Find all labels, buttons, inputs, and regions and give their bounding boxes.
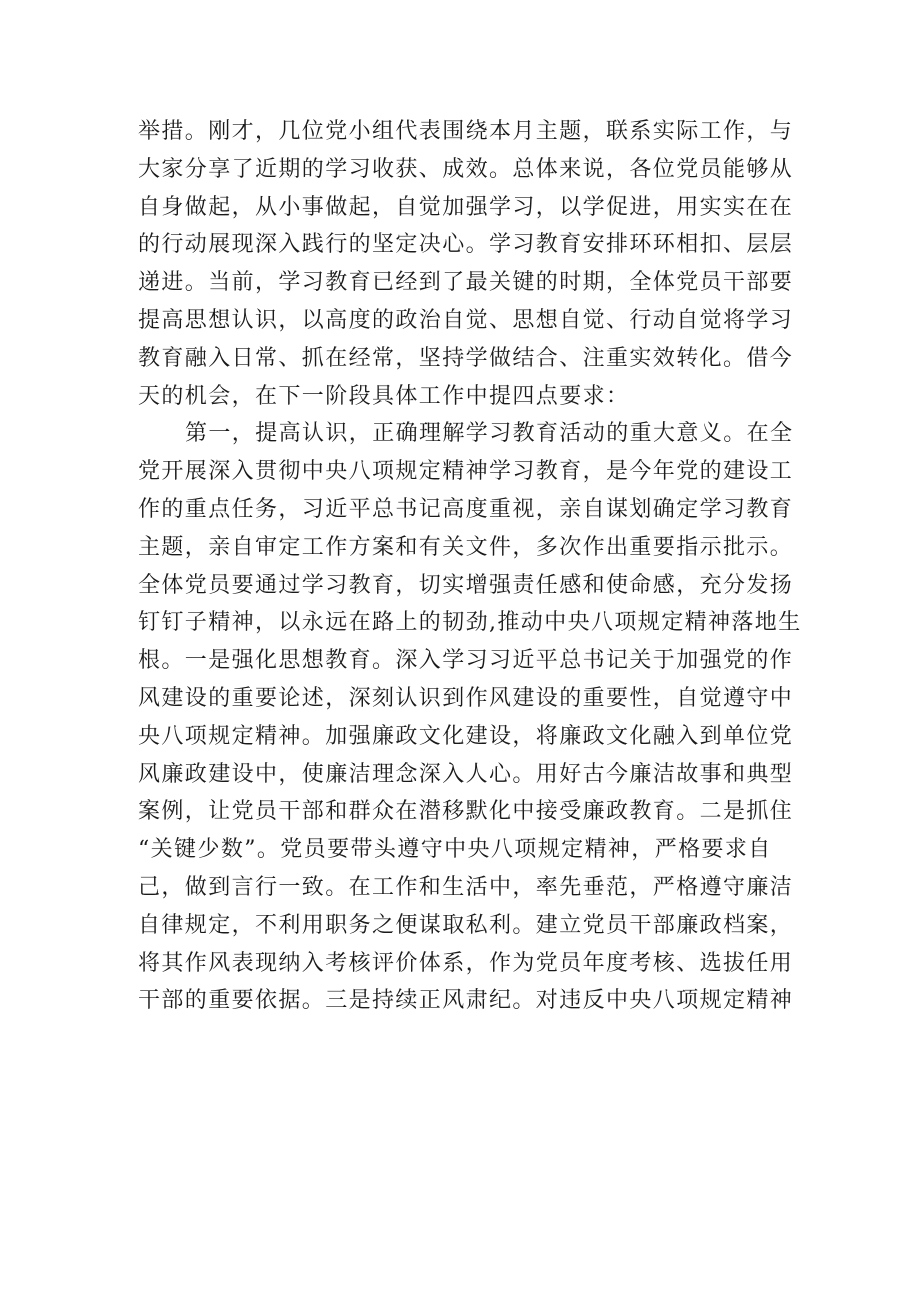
document-body <box>138 113 802 1020</box>
text-line: 的行动展现深入践行的坚定决心。学习教育安排环环相扣、层层 <box>138 232 794 258</box>
text-line: 钉钉子精神，以永远在路上的韧劲,推动中央八项规定精神落地生 <box>138 610 802 636</box>
text-line: 天的机会，在下一阶段具体工作中提四点要求： <box>138 383 630 409</box>
text-line: 己，做到言行一致。在工作和生活中，率先垂范，严格遵守廉洁 <box>138 874 794 900</box>
text-line: 风建设的重要论述，深刻认识到作风建设的重要性，自觉遵守中 <box>138 685 794 711</box>
text-line: 根。一是强化思想教育。深入学习习近平总书记关于加强党的作 <box>138 648 794 674</box>
text-line: 作的重点任务，习近平总书记高度重视，亲自谋划确定学习教育 <box>138 496 794 522</box>
text-line: 案例，让党员干部和群众在潜移默化中接受廉政教育。二是抓住 <box>138 799 794 825</box>
text-line: 党开展深入贯彻中央八项规定精神学习教育，是今年党的建设工 <box>138 459 794 485</box>
text-line: 风廉政建设中，使廉洁理念深入人心。用好古今廉洁故事和典型 <box>138 761 794 787</box>
text-line: 主题，亲自审定工作方案和有关文件，多次作出重要指示批示。 <box>138 534 794 560</box>
text-line: 自身做起，从小事做起，自觉加强学习，以学促进，用实实在在 <box>138 194 794 220</box>
text-line: 提高思想认识，以高度的政治自觉、思想自觉、行动自觉将学习 <box>138 307 794 333</box>
paragraph-first-line: 第一，提高认识，正确理解学习教育活动的重大意义。在全 <box>185 421 794 447</box>
text-line: 举措。刚才，几位党小组代表围绕本月主题，联系实际工作，与 <box>138 119 794 144</box>
text-line: 将其作风表现纳入考核评价体系，作为党员年度考核、选拔任用 <box>138 950 794 976</box>
text-line: 干部的重要依据。三是持续正风肃纪。对违反中央八项规定精神 <box>138 988 794 1014</box>
text-line: 递进。当前，学习教育已经到了最关键的时期，全体党员干部要 <box>138 270 794 296</box>
text-line: 自律规定，不利用职务之便谋取私利。建立党员干部廉政档案， <box>138 912 794 938</box>
text-line: 全体党员要通过学习教育，切实增强责任感和使命感，充分发扬 <box>138 572 794 598</box>
text-line: 教育融入日常、抓在经常，坚持学做结合、注重实效转化。借今 <box>138 345 794 371</box>
text-line: 央八项规定精神。加强廉政文化建设，将廉政文化融入到单位党 <box>138 723 794 749</box>
text-line: “关键少数”。党员要带头遵守中央八项规定精神，严格要求自 <box>138 837 772 863</box>
text-line: 大家分享了近期的学习收获、成效。总体来说，各位党员能够从 <box>138 156 794 182</box>
